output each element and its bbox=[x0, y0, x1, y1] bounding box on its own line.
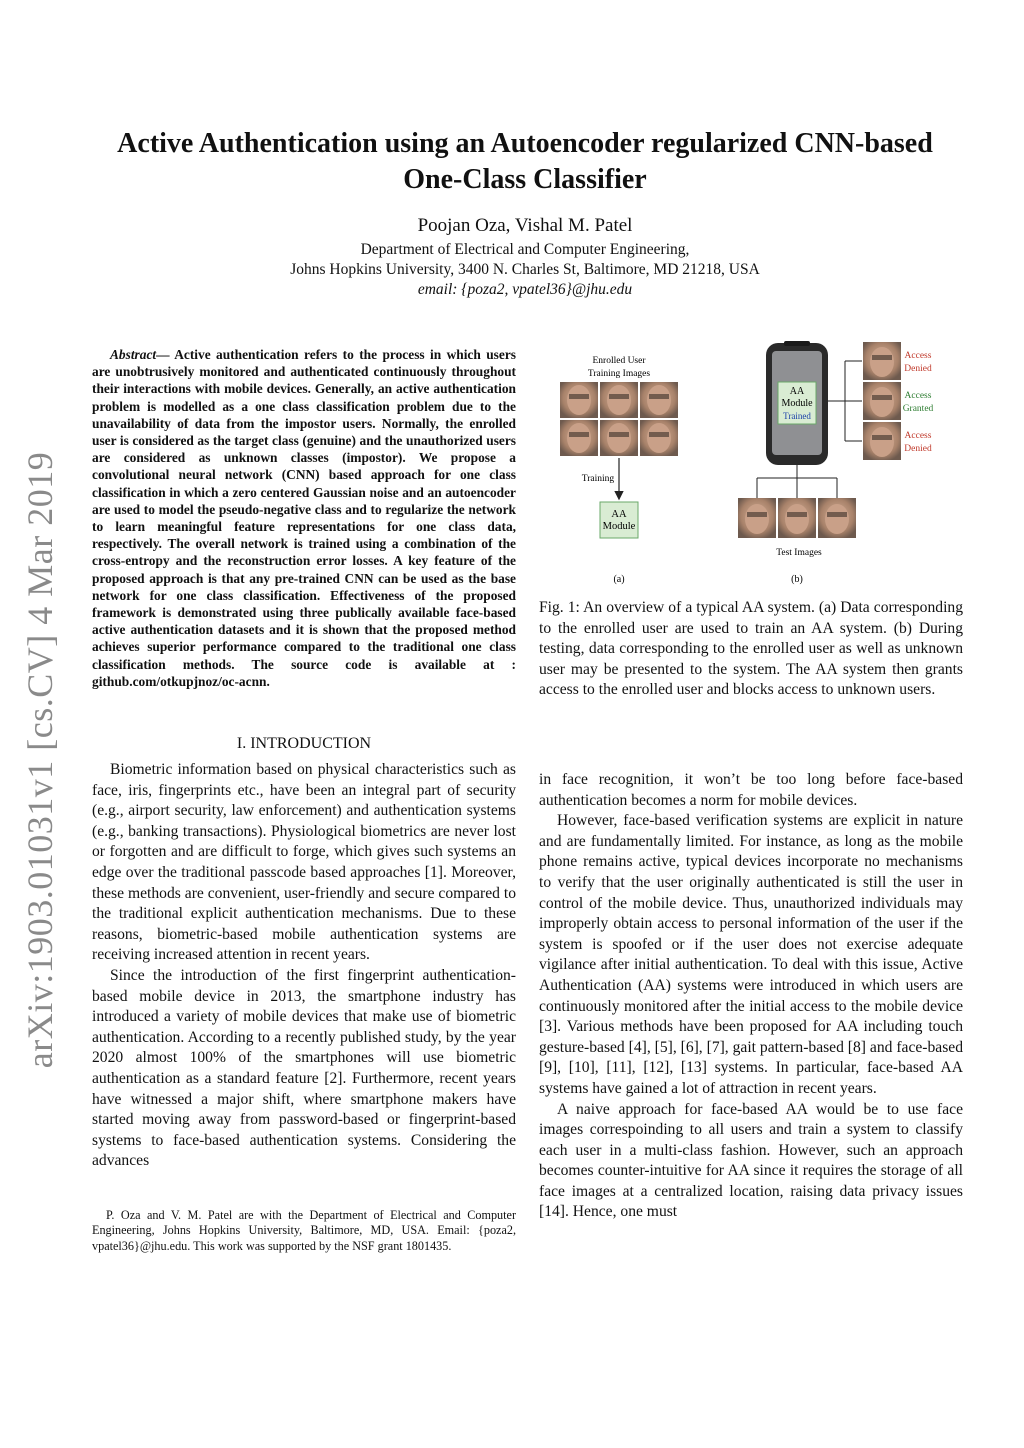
face-image bbox=[600, 382, 638, 418]
figure-1-caption: Fig. 1: An overview of a typical AA system. (a) Data corresponding to the enrolled user are used to train an AA system. (b) During testing, data corresponding to the enrolled user as well as unknown user may be presented to the system. The AA system then grants access to the enrolled user and blocks access to unknown users. bbox=[539, 599, 963, 699]
output-face-2 bbox=[863, 382, 901, 420]
section-heading-introduction: I. INTRODUCTION bbox=[236, 735, 372, 752]
paper-title bbox=[100, 126, 950, 198]
access-granted-line-2: Granted bbox=[902, 404, 934, 414]
phone-module-label-2: Module bbox=[781, 398, 813, 409]
affiliation-line-2: Johns Hopkins University, 3400 N. Charles St, Baltimore, MD 21218, USA bbox=[290, 261, 760, 278]
access-denied-2-line-2: Denied bbox=[904, 444, 932, 454]
enrolled-user-label: Enrolled User bbox=[592, 356, 646, 366]
output-face-3 bbox=[863, 422, 901, 460]
affiliation bbox=[100, 240, 950, 300]
right-paragraph-1: However, face-based verification systems are explicit in nature and are fundamentally limited. For instance, as long as the mobile phone remains active, typical devices incorporate no mechanisms to verify that the user originally authenticated is still the user in control of the mobile device. Thus, unauthorized individuals may improperly obtain access to personal information of the user if the system is spoofed or if the user does not exercise adequate vigilance after initial authentication. To deal with this issue, Active Authentication (AA) systems were introduced in which users are continuously monitored after the initial access to the mobile device [3]. Various methods have been proposed for AA including touch gesture-based [4], [5], [6], [7], gait pattern-based [8] and face-based [9], [10], [11], [12], [13] systems. In particular, face-based AA systems have gained a lot of attraction in recent years. bbox=[539, 812, 963, 1097]
face-image bbox=[640, 382, 678, 418]
access-denied-2-line-1: Access bbox=[904, 431, 932, 441]
face-image bbox=[600, 420, 638, 456]
right-column-body bbox=[539, 770, 963, 1223]
right-paragraph-0: in face recognition, it won’t be too long before face-based authentication becomes a norm for mobile devices. bbox=[539, 771, 963, 809]
abstract bbox=[92, 346, 516, 690]
title-line-1: Active Authentication using an Autoencoder regularized CNN-based bbox=[117, 128, 933, 159]
aa-module-label-1: AA bbox=[611, 509, 627, 520]
right-paragraph-2: A naive approach for face-based AA would be to use face images correspoinding to all users and train a system to classify each user in a multi-class fashion. However, such an approach becomes counter-intuitive for AA since it requires the storage of all face images at a centralized location, raising data privacy issues [14]. Hence, one must bbox=[539, 1100, 963, 1221]
subfigure-b-label: (b) bbox=[791, 574, 803, 585]
training-images-label: Training Images bbox=[587, 369, 651, 379]
abstract-text: — Active authentication refers to the process in which users are unobtrusively monitored and authenticated continuously throughout their interactions with mobile devices. Generally, an active authentication problem is modelled as a one class classification problem due to the unavailability of data from the impostor users. Normally, the enrolled user is considered as the target class (genuine) and the unauthorized users are considered as unknown classes (impostor). We propose a convolutional neural network (CNN) based approach for one class classification in which a zero centered Gaussian noise and an autoencoder are used to model the pseudo-negative class and to regularize the network to learn meaningful feature representations for one class data, respectively. The overall network is trained using a combination of the cross-entropy and the reconstruction error losses. A key feature of the proposed approach is that any pre-trained CNN can be used as the base network for one class classification. Effectiveness of the proposed framework is demonstrated using three publically available face-based active authentication datasets and it is shown that the proposed method achieves superior performance compared to the traditional one class classification methods. The source code is available at : github.com/otkupjnoz/oc-acnn. bbox=[92, 347, 516, 689]
arxiv-identifier: arXiv:1903.01031v1 [cs.CV] 4 Mar 2019 bbox=[20, 451, 60, 1069]
access-granted-line-1: Access bbox=[904, 391, 932, 401]
intro-paragraph-2: Since the introduction of the first fingerprint authentication-based mobile device in 2013, the smartphone industry has introduced a variety of mobile devices that make use of biometric authentication. According to a recently published study, by the year 2020 almost 100% of the smartphones will use biometric authentication as a standard feature [2]. Furthermore, recent years have witnessed a major shift, where smartphone makers have started moving away from password-based or fingerprint-based systems to face-based authentication systems. Considering the advances bbox=[92, 966, 516, 1170]
authors: Poojan Oza, Vishal M. Patel bbox=[417, 215, 633, 236]
arxiv-sidebar bbox=[8, 451, 72, 1069]
introduction-body bbox=[92, 760, 516, 1172]
title-line-2: One-Class Classifier bbox=[403, 164, 647, 195]
aa-module-box bbox=[600, 502, 638, 538]
footnote-text: P. Oza and V. M. Patel are with the Department of Electrical and Computer Engineering, Johns Hopkins University, Baltimore, MD, USA. Email: {poza2, vpatel36}@jhu.edu. This work was supported by the NSF grant 1801435. bbox=[92, 1208, 516, 1253]
test-images-label: Test Images bbox=[776, 548, 822, 558]
author-email: email: {poza2, vpatel36}@jhu.edu bbox=[417, 281, 633, 298]
figure-1-diagram bbox=[540, 338, 964, 593]
face-image bbox=[640, 420, 678, 456]
test-face-1 bbox=[738, 498, 776, 538]
phone-module-label-1: AA bbox=[789, 386, 805, 397]
phone-trained-label: Trained bbox=[783, 411, 811, 421]
access-denied-1-line-2: Denied bbox=[904, 364, 932, 374]
smartphone-notch bbox=[784, 341, 810, 346]
subfigure-a-label: (a) bbox=[613, 574, 625, 585]
abstract-label: Abstract bbox=[110, 347, 157, 362]
affiliation-line-1: Department of Electrical and Computer Engineering, bbox=[360, 241, 690, 258]
training-label: Training bbox=[581, 474, 615, 484]
output-face-1 bbox=[863, 342, 901, 380]
aa-module-label-2: Module bbox=[602, 521, 636, 532]
intro-paragraph-1: Biometric information based on physical characteristics such as face, iris, fingerprints etc., have been an integral part of security (e.g., airport security, law enforcement) and authentication systems (e.g., banking transactions). Physiological biometrics are never lost or forgotten and are difficult to forge, which gives such systems an edge over the traditional passcode based approaches [1]. Moreover, these methods are convenient, user-friendly and secure compared to the traditional explicit authentication mechanisms. Due to these reasons, biometric-based mobile authentication systems are receiving increased attention in recent years. bbox=[92, 761, 516, 964]
access-denied-1-line-1: Access bbox=[904, 351, 932, 361]
face-image bbox=[560, 382, 598, 418]
figure-1 bbox=[540, 338, 964, 593]
test-face-2 bbox=[778, 498, 816, 538]
footnote bbox=[92, 1208, 516, 1254]
enrolled-face-grid bbox=[560, 382, 678, 456]
test-face-3 bbox=[818, 498, 856, 538]
face-image bbox=[560, 420, 598, 456]
